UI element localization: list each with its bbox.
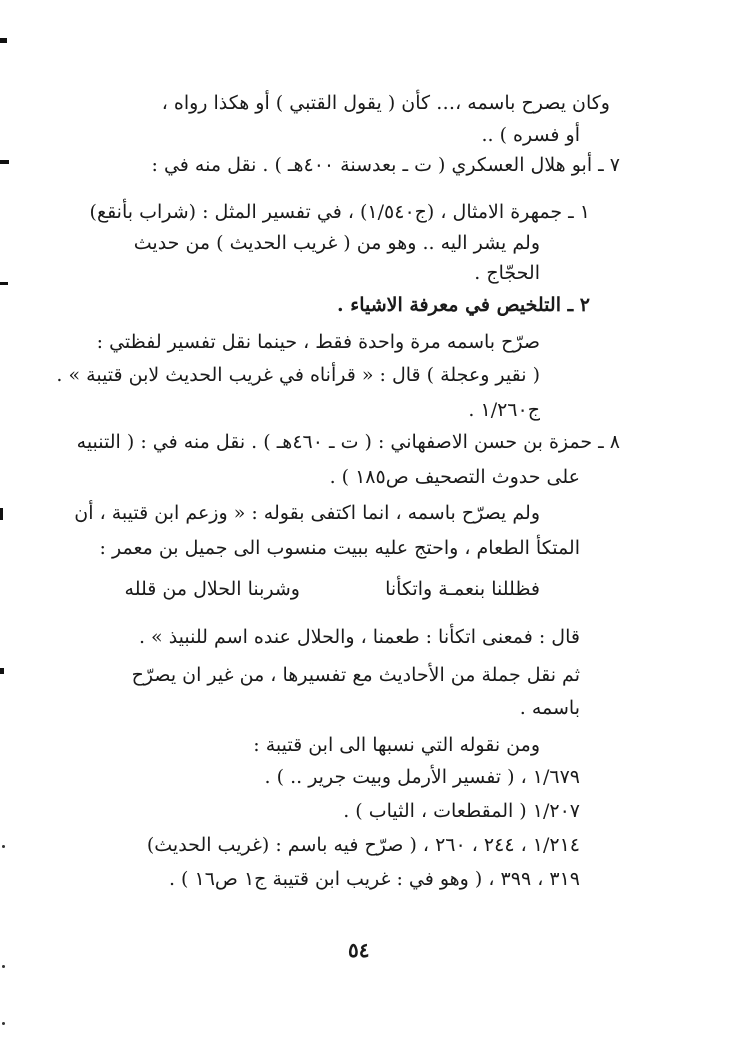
text-line-16: ثم نقل جملة من الأحاديث مع تفسيرها ، من غير ان يصرّح (131, 664, 580, 686)
scan-edge-mark (0, 508, 3, 520)
text-line-7: ٢ ـ التلخيص في معرفة الاشياء . (337, 294, 590, 316)
text-line-9: ( نقير وعجلة ) قال : « قرأناه في غريب الحديث لابن قتيبة » . (56, 364, 540, 386)
text-line-14: المتكأ الطعام ، واحتج عليه ببيت منسوب الى جميل بن معمر : (99, 537, 580, 559)
text-line-5: ولم يشر اليه .. وهو من ( غريب الحديث ) من حديث (133, 232, 540, 254)
text-line-2: أو فسره ) .. (481, 124, 580, 146)
text-line-10: ج١/٢٦٠ . (468, 399, 540, 421)
text-line-17: باسمه . (519, 697, 580, 719)
text-line-4: ١ ـ جمهرة الامثال ، (ج١/٥٤٠) ، في تفسير المثل : (شراب بأنقع) (89, 201, 590, 223)
scan-edge-mark (0, 38, 7, 43)
verse-second-hemistich: وشربنا الحلال من قلله (124, 578, 300, 600)
text-line-12: على حدوث التصحيف ص١٨٥ ) . (329, 466, 580, 488)
text-line-6: الحجّاج . (474, 262, 540, 284)
text-line-13: ولم يصرّح باسمه ، انما اكتفى بقوله : « وزعم ابن قتيبة ، أن (74, 502, 540, 524)
text-line-3: ٧ ـ أبو هلال العسكري ( ت ـ بعدسنة ٤٠٠هـ ) . نقل منه في : (151, 154, 620, 176)
text-line-1: وكان يصرح باسمه ،… كأن ( يقول القتبي ) أو هكذا رواه ، (161, 92, 610, 114)
text-line-20: ١/٢٠٧ ( المقطعات ، الثياب ) . (343, 800, 580, 822)
text-line-19: ١/٦٧٩ ، ( تفسير الأرمل وبيت جرير .. ) . (264, 766, 580, 788)
text-line-18: ومن نقوله التي نسبها الى ابن قتيبة : (253, 734, 540, 756)
verse-first-hemistich: فظللنا بنعمـة واتكأنا (385, 578, 540, 600)
scan-edge-mark (0, 282, 8, 285)
page-number: ٥٤ (348, 938, 370, 962)
text-line-22: ٣١٩ ، ٣٩٩ ، ( وهو في : غريب ابن قتيبة ج١ ص١٦ ) . (168, 868, 580, 890)
scan-speck (2, 845, 5, 848)
text-line-15: قال : فمعنى اتكأنا : طعمنا ، والحلال عنده اسم للنبيذ » . (138, 626, 580, 648)
text-line-8: صرّح باسمه مرة واحدة فقط ، حينما نقل تفسير لفظتي : (96, 331, 540, 353)
scan-speck (2, 1022, 5, 1025)
scan-edge-mark (0, 160, 9, 164)
scan-edge-mark (0, 668, 4, 674)
scan-speck (2, 965, 5, 968)
text-line-11: ٨ ـ حمزة بن حسن الاصفهاني : ( ت ـ ٤٦٠هـ ) . نقل منه في : ( التنبيه (76, 431, 620, 453)
text-line-21: ١/٢١٤ ، ٢٤٤ ، ٢٦٠ ، ( صرّح فيه باسم : (غريب الحديث) (146, 834, 580, 856)
